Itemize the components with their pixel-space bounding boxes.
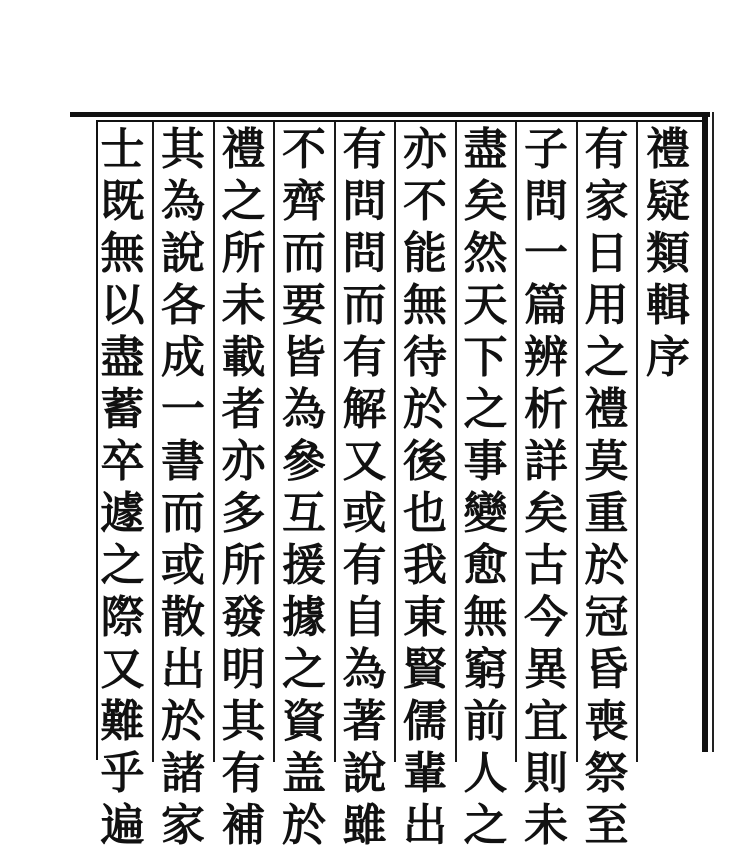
- text-char: 而: [282, 228, 326, 279]
- text-char: 援: [282, 540, 326, 591]
- text-char: 說: [342, 748, 387, 799]
- text-char: 補: [221, 800, 266, 851]
- text-char: 而: [161, 488, 205, 539]
- text-char: 解: [342, 384, 387, 435]
- text-char: 而: [342, 280, 387, 331]
- text-char: 人: [463, 748, 508, 799]
- text-char: 雖: [342, 800, 387, 851]
- text-char: 盡: [463, 124, 508, 175]
- frame-top-inner-rule: [96, 120, 708, 122]
- text-char: 一: [524, 228, 568, 279]
- text-char: 散: [161, 592, 205, 643]
- text-column: [397, 124, 453, 852]
- title-char: 輯: [646, 280, 690, 331]
- text-char: 著: [342, 696, 387, 747]
- text-char: 下: [463, 332, 508, 383]
- text-char: 輩: [403, 748, 447, 799]
- text-char: 要: [282, 280, 326, 331]
- text-char: 之: [100, 540, 145, 591]
- column-rule: [334, 122, 336, 762]
- text-char: 於: [161, 696, 205, 747]
- text-char: 矣: [463, 176, 508, 227]
- text-char: 則: [524, 748, 568, 799]
- text-char: 家: [584, 176, 629, 227]
- text-char: 不: [403, 176, 447, 227]
- text-char: 於: [282, 800, 326, 851]
- text-char: 辨: [524, 332, 568, 383]
- text-char: 以: [100, 280, 145, 331]
- text-char: 諸: [161, 748, 205, 799]
- text-char: 未: [524, 800, 568, 851]
- text-char: 賢: [403, 644, 447, 695]
- text-char: 之: [463, 384, 508, 435]
- text-char: 之: [282, 644, 326, 695]
- text-char: 據: [282, 592, 326, 643]
- text-char: 出: [161, 644, 205, 695]
- text-char: 宜: [524, 696, 568, 747]
- text-column: [579, 124, 635, 852]
- text-char: 參: [282, 436, 326, 487]
- text-char: 重: [584, 488, 629, 539]
- frame-top-rule: [70, 112, 710, 117]
- text-char: 然: [463, 228, 508, 279]
- text-column: [95, 124, 151, 852]
- text-char: 我: [403, 540, 447, 591]
- text-column: [458, 124, 514, 852]
- text-char: 或: [161, 540, 205, 591]
- text-char: 出: [403, 800, 447, 851]
- text-char: 東: [403, 592, 447, 643]
- text-char: 有: [584, 124, 629, 175]
- column-rule: [394, 122, 396, 762]
- text-char: 問: [342, 228, 387, 279]
- column-rule: [455, 122, 457, 762]
- text-char: 後: [403, 436, 447, 487]
- text-char: 有: [221, 748, 266, 799]
- text-char: 昏: [584, 644, 629, 695]
- text-char: 又: [342, 436, 387, 487]
- text-char: 用: [584, 280, 629, 331]
- text-char: 有: [342, 124, 387, 175]
- text-char: 書: [161, 436, 205, 487]
- text-char: 於: [403, 384, 447, 435]
- text-char: 異: [524, 644, 568, 695]
- text-char: 也: [403, 488, 447, 539]
- text-char: 其: [221, 696, 266, 747]
- text-char: 矣: [524, 488, 568, 539]
- text-char: 之: [221, 176, 266, 227]
- text-char: 能: [403, 228, 447, 279]
- frame-right-inner-rule: [712, 112, 714, 752]
- title-char: 禮: [646, 124, 690, 175]
- text-char: 難: [100, 696, 145, 747]
- text-char: 亦: [221, 436, 266, 487]
- text-char: 或: [342, 488, 387, 539]
- frame-right-rule: [702, 112, 708, 752]
- text-char: 所: [221, 540, 266, 591]
- title-column: [640, 124, 696, 384]
- text-char: 事: [463, 436, 508, 487]
- text-char: 際: [100, 592, 145, 643]
- column-rule: [152, 122, 154, 762]
- text-char: 禮: [221, 124, 266, 175]
- text-char: 盖: [282, 748, 326, 799]
- text-char: 亦: [403, 124, 447, 175]
- text-char: 詳: [524, 436, 568, 487]
- column-rule: [273, 122, 275, 762]
- text-char: 有: [342, 540, 387, 591]
- text-char: 其: [161, 124, 205, 175]
- text-char: 變: [463, 488, 508, 539]
- text-column: [518, 124, 574, 852]
- title-char: 序: [646, 332, 690, 383]
- text-char: 齊: [282, 176, 326, 227]
- text-char: 卒: [100, 436, 145, 487]
- text-char: 無: [463, 592, 508, 643]
- text-char: 一: [161, 384, 205, 435]
- text-char: 明: [221, 644, 266, 695]
- text-char: 之: [463, 800, 508, 851]
- text-char: 問: [524, 176, 568, 227]
- text-char: 既: [100, 176, 145, 227]
- text-char: 蓄: [100, 384, 145, 435]
- text-char: 為: [161, 176, 205, 227]
- text-char: 盡: [100, 332, 145, 383]
- text-char: 發: [221, 592, 266, 643]
- text-char: 互: [282, 488, 326, 539]
- text-char: 之: [584, 332, 629, 383]
- text-char: 成: [161, 332, 205, 383]
- text-char: 為: [342, 644, 387, 695]
- text-char: 於: [584, 540, 629, 591]
- text-char: 儒: [403, 696, 447, 747]
- text-char: 莫: [584, 436, 629, 487]
- text-char: 無: [100, 228, 145, 279]
- text-column: [276, 124, 332, 852]
- text-column: [337, 124, 393, 852]
- text-char: 為: [282, 384, 326, 435]
- text-char: 祭: [584, 748, 629, 799]
- text-char: 資: [282, 696, 326, 747]
- text-char: 各: [161, 280, 205, 331]
- text-column: [216, 124, 272, 852]
- text-char: 子: [524, 124, 568, 175]
- text-char: 愈: [463, 540, 508, 591]
- text-char: 未: [221, 280, 266, 331]
- text-char: 遽: [100, 488, 145, 539]
- text-char: 家: [161, 800, 205, 851]
- text-char: 古: [524, 540, 568, 591]
- column-rule: [636, 122, 638, 762]
- text-char: 前: [463, 696, 508, 747]
- text-char: 禮: [584, 384, 629, 435]
- text-char: 日: [584, 228, 629, 279]
- text-char: 士: [100, 124, 145, 175]
- text-char: 者: [221, 384, 266, 435]
- text-char: 皆: [282, 332, 326, 383]
- text-char: 待: [403, 332, 447, 383]
- text-column: [155, 124, 211, 852]
- column-rule: [515, 122, 517, 762]
- text-char: 自: [342, 592, 387, 643]
- text-char: 天: [463, 280, 508, 331]
- text-char: 窮: [463, 644, 508, 695]
- text-char: 今: [524, 592, 568, 643]
- title-char: 疑: [646, 176, 690, 227]
- text-char: 又: [100, 644, 145, 695]
- text-char: 篇: [524, 280, 568, 331]
- text-char: 冠: [584, 592, 629, 643]
- title-char: 類: [646, 228, 690, 279]
- text-char: 乎: [100, 748, 145, 799]
- column-rule: [213, 122, 215, 762]
- text-char: 喪: [584, 696, 629, 747]
- text-char: 不: [282, 124, 326, 175]
- text-char: 至: [584, 800, 629, 851]
- text-char: 問: [342, 176, 387, 227]
- column-rule: [576, 122, 578, 762]
- text-char: 有: [342, 332, 387, 383]
- text-char: 說: [161, 228, 205, 279]
- text-char: 析: [524, 384, 568, 435]
- text-char: 無: [403, 280, 447, 331]
- text-char: 載: [221, 332, 266, 383]
- text-char: 多: [221, 488, 266, 539]
- text-char: 遍: [100, 800, 145, 851]
- text-char: 所: [221, 228, 266, 279]
